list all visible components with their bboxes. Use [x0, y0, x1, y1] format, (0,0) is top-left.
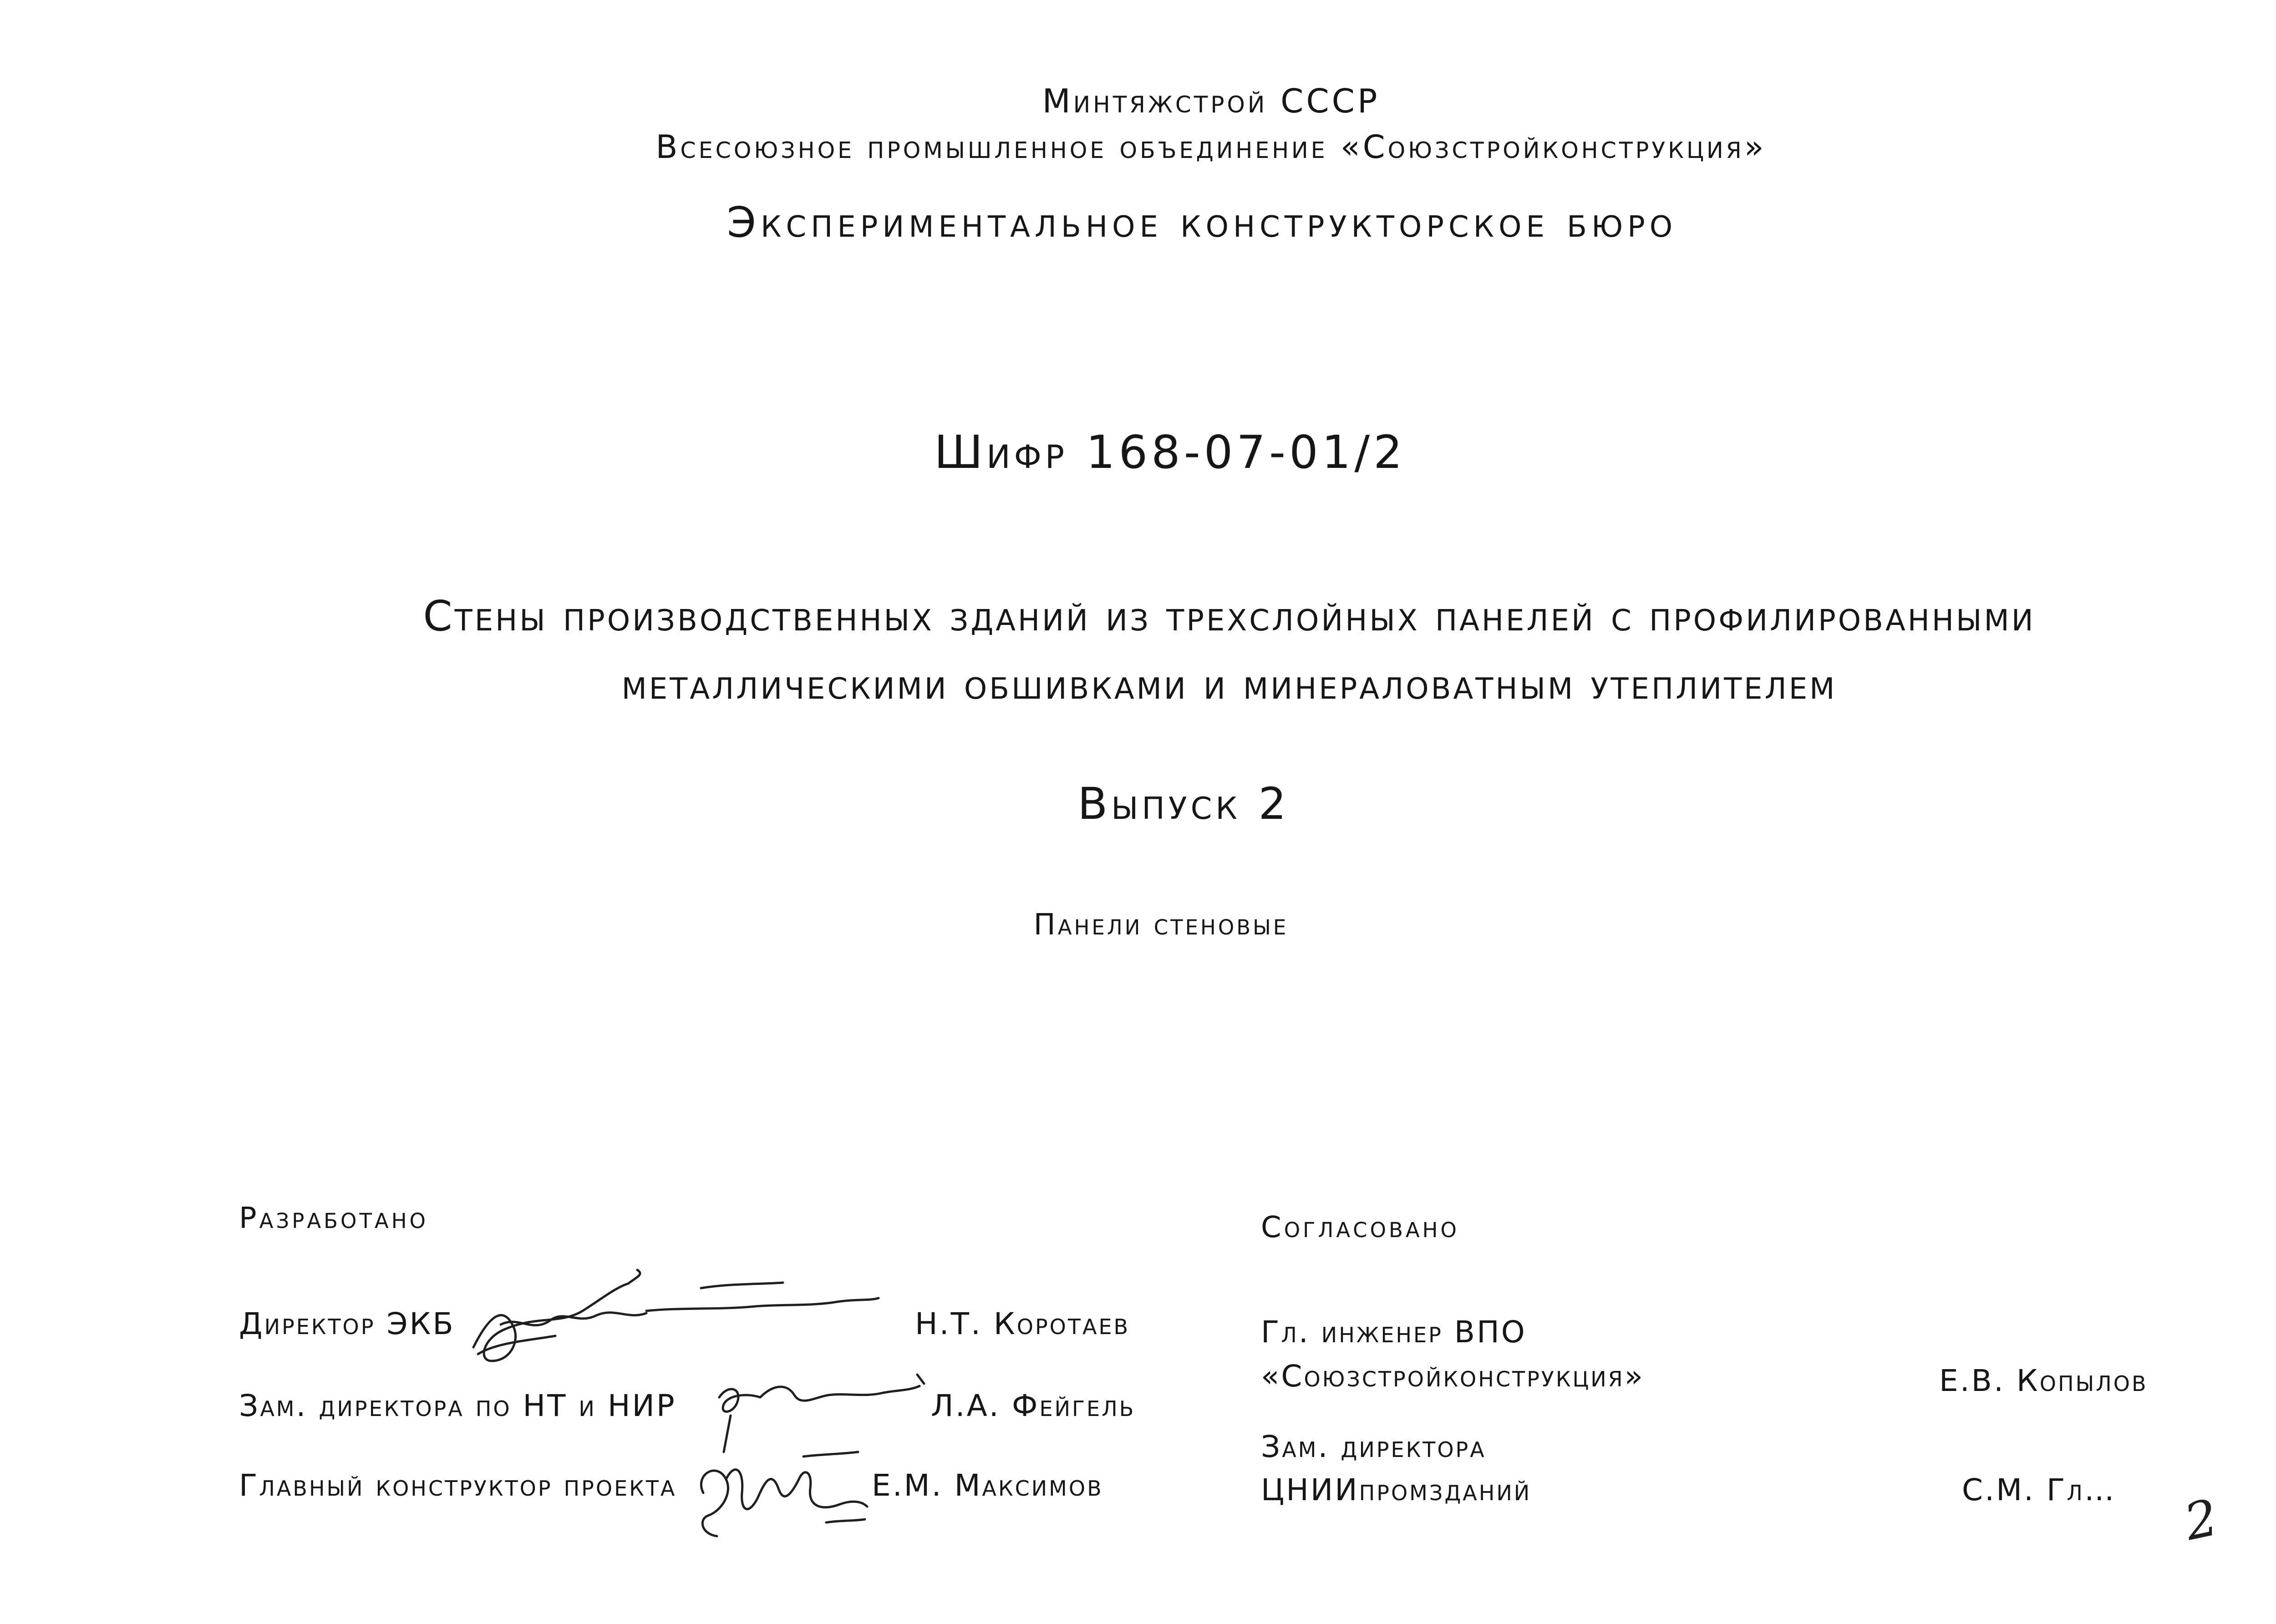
signatory-role-director: Директор ЭКБ — [239, 1306, 455, 1341]
signature-director — [464, 1256, 888, 1375]
developed-heading: Разработано — [239, 1202, 428, 1235]
signatory-name-deputy: Л.А. Фейгель — [931, 1388, 1136, 1423]
page-number-mark: 2 — [2179, 1488, 2223, 1552]
signatory-role-chief-designer: Главный конструктор проекта — [239, 1468, 677, 1503]
document-subject: Панели стеновые — [1033, 908, 1289, 942]
document-cipher: Шифр 168-07-01/2 — [934, 426, 1406, 479]
agreed-role-institute: ЦНИИпромзданий — [1261, 1472, 1532, 1507]
signatory-name-chief-designer: Е.М. Максимов — [872, 1468, 1103, 1503]
agreed-role-association: «Союзстройконструкция» — [1261, 1359, 1645, 1394]
agreed-heading: Согласовано — [1261, 1211, 1459, 1244]
agreed-name-chief-engineer: Е.В. Копылов — [1939, 1363, 2148, 1398]
issue-number: Выпуск 2 — [1077, 778, 1290, 829]
document-title-line-1: Стены производственных зданий из трехслойных панелей с профилированными — [423, 592, 2036, 640]
document-title-line-2: металлическими обшивками и минераловатным утеплителем — [621, 660, 1837, 709]
agreed-role-deputy-director: Зам. директора — [1261, 1429, 1486, 1464]
signatory-name-director: Н.Т. Коротаев — [915, 1306, 1130, 1341]
agreed-role-chief-engineer: Гл. инженер ВПО — [1261, 1314, 1527, 1350]
association-line: Всесоюзное промышленное объединение «Союзстройконструкция» — [655, 128, 1767, 166]
agreed-name-deputy-director: С.М. Гл… — [1962, 1472, 2116, 1507]
ministry-line: Минтяжстрой СССР — [1042, 82, 1380, 120]
signature-chief-designer — [690, 1443, 872, 1552]
bureau-line: Экспериментальное конструкторское бюро — [726, 198, 1677, 247]
signatory-role-deputy: Зам. директора по НТ и НИР — [239, 1388, 676, 1423]
